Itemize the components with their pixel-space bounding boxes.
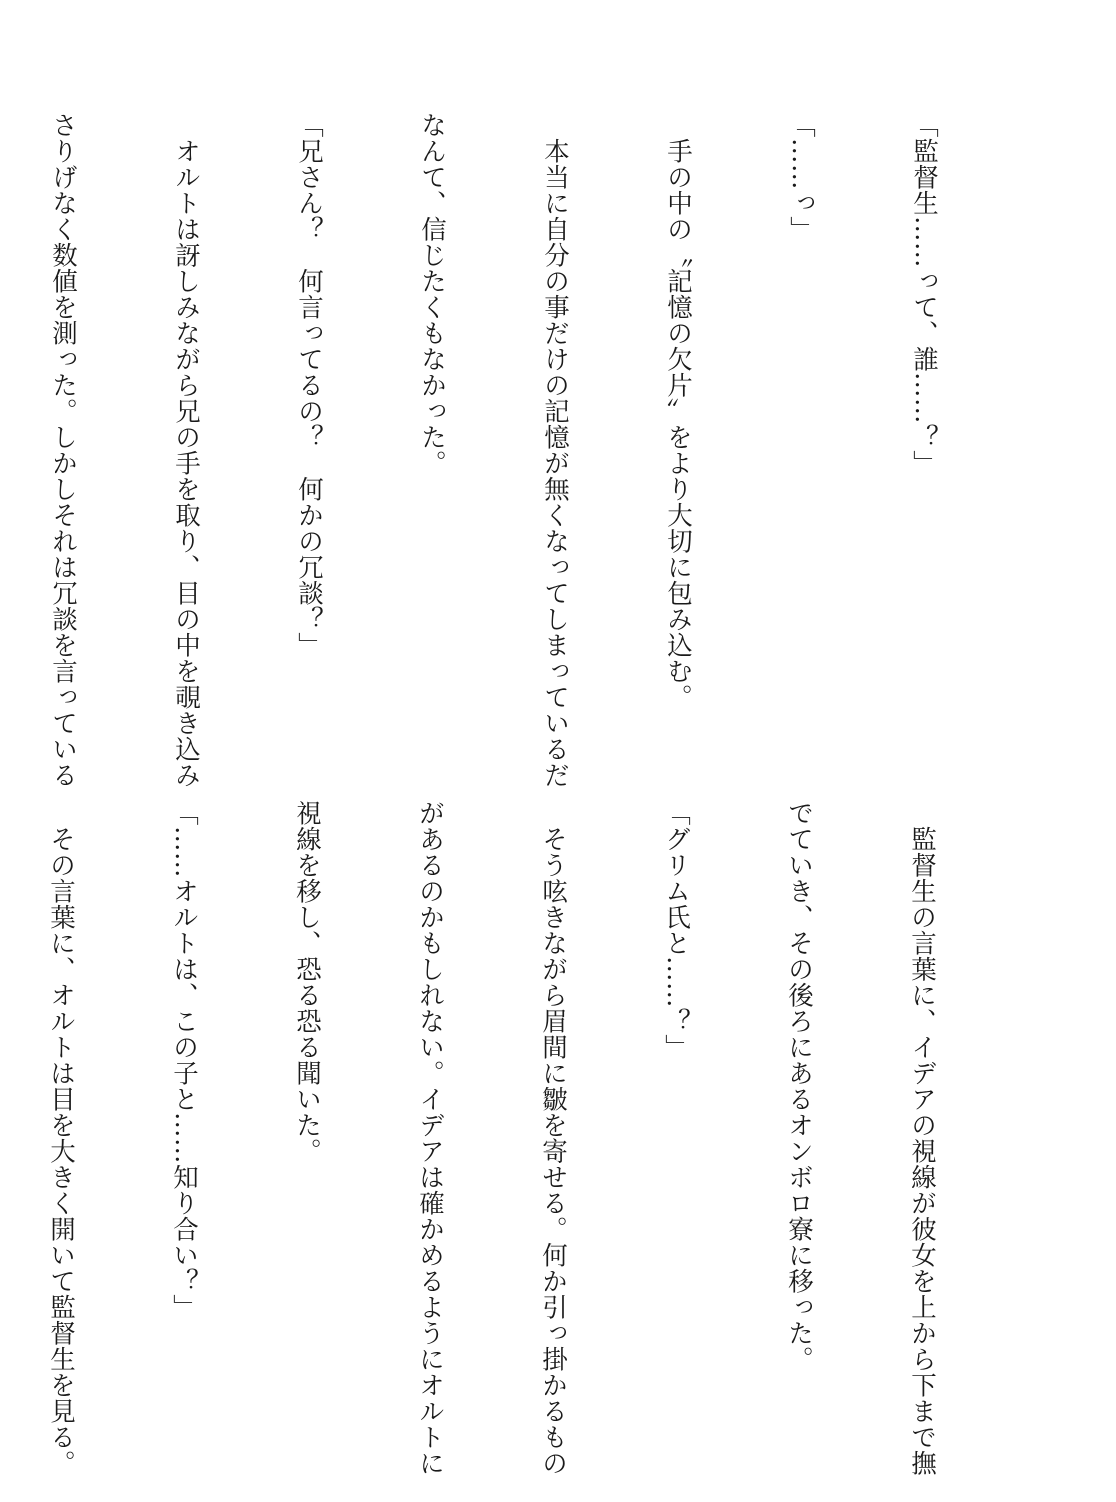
text-line: なんて、信じたくもなかった。 (417, 112, 447, 476)
text-line: 「……オルトは、この子と……知り合い？」 (169, 800, 199, 1320)
text-line: 視線を移し、恐る恐る聞いた。 (292, 800, 322, 1164)
lower-text-block (0, 800, 1024, 1476)
text-line: そう呟きながら眉間に皺を寄せる。何か引っ掛かるもの (538, 800, 568, 1476)
text-line: 「グリム氏と……？」 (661, 800, 691, 1060)
text-line: 「監督生……って、誰……？」 (909, 112, 939, 476)
text-line: 監督生の言葉に、イデアの視線が彼女を上から下まで撫 (907, 800, 937, 1476)
text-line: 「……っ」 (786, 112, 816, 242)
text-line: オルトは訝しみながら兄の手を取り、目の中を覗き込み (171, 112, 201, 788)
text-line: 手の中の〝記憶の欠片〟をより大切に包み込む。 (663, 112, 693, 710)
upper-text-block (0, 112, 1026, 788)
text-line: さりげなく数値を測った。しかしそれは冗談を言っている (48, 112, 78, 788)
text-line: でていき、その後ろにあるオンボロ寮に移った。 (784, 800, 814, 1372)
text-line: があるのかもしれない。イデアは確かめるようにオルトに (415, 800, 445, 1476)
text-line: その言葉に、オルトは目を大きく開いて監督生を見る。 (46, 800, 76, 1476)
text-line: 本当に自分の事だけの記憶が無くなってしまっているだ (540, 112, 570, 788)
text-line: 「兄さん？ 何言ってるの？ 何かの冗談？」 (294, 112, 324, 658)
